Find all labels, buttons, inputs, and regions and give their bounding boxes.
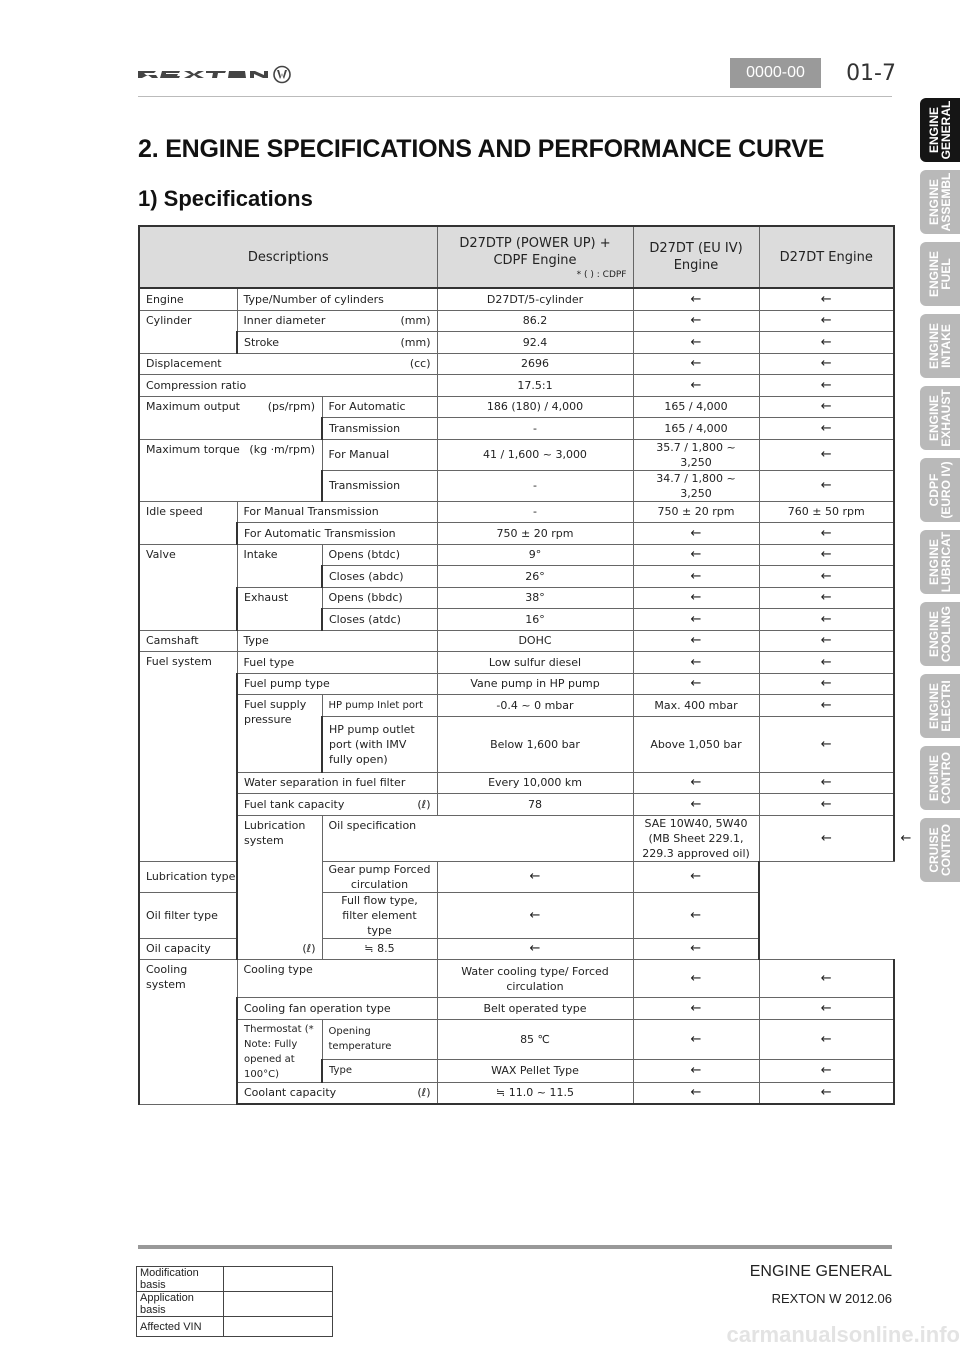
row-sublabel: Oil specification (322, 815, 633, 861)
header-d27dt: D27DT Engine (759, 226, 894, 288)
cell-arrow: ← (633, 1082, 759, 1104)
tab-engine-intake[interactable] (920, 314, 960, 378)
unit-text: (kg ·m/rpm) (249, 442, 315, 456)
cell-arrow: ← (759, 609, 894, 631)
unit-text: (ℓ) (417, 797, 431, 811)
spec-table (138, 225, 912, 1105)
table-row (139, 960, 894, 998)
cell-arrow: ← (633, 310, 759, 332)
cell-arrow: ← (759, 652, 894, 674)
cell-value: 760 ± 50 rpm (759, 501, 894, 523)
cell-value: - (437, 501, 633, 523)
cell-value: SAE 10W40, 5W40 (MB Sheet 229.1, 229.3 approved oil) (633, 815, 759, 861)
cell-arrow: ← (633, 794, 759, 816)
table-row (139, 630, 894, 652)
row-sublabel: Closes (abdc) (322, 566, 437, 588)
label-text: Stroke (244, 335, 280, 349)
label-text: Oil capacity (146, 942, 211, 956)
mod-value (224, 1317, 333, 1337)
cell-value: 750 ± 20 rpm (437, 523, 633, 545)
cell-arrow: ← (759, 815, 894, 861)
section-subtitle: 1) Specifications (138, 186, 313, 211)
table-row (139, 892, 894, 938)
table-row (139, 673, 894, 695)
tab-label: ENGINE GENERAL (927, 100, 953, 160)
tab-label: ENGINE LUBRICAT (927, 531, 953, 593)
cell-value: 78 (437, 794, 633, 816)
row-label: Fuel system (139, 652, 237, 862)
row-sublabel: For Automatic (322, 396, 437, 418)
cell-arrow: ← (759, 566, 894, 588)
row-sublabel: Opening temperature (322, 1019, 437, 1059)
cell-value: Low sulfur diesel (437, 652, 633, 674)
row-sublabel: HP pump Inlet port (322, 695, 437, 717)
row-sublabel: Type (237, 630, 437, 652)
cell-arrow: ← (759, 332, 894, 354)
header-d27dt-eu4: D27DT (EU IV) Engine (633, 226, 759, 288)
cell-arrow: ← (633, 938, 759, 960)
row-sublabel: For Automatic Transmission (237, 523, 437, 545)
label-text: Fuel tank capacity (244, 797, 345, 811)
cell-value: DOHC (437, 630, 633, 652)
row-sublabel: Type/Number of cylinders (237, 288, 437, 310)
cell-value: 2696 (437, 353, 633, 375)
unit-text: (mm) (400, 335, 431, 349)
mod-value (224, 1267, 333, 1292)
row-sublabel: Exhaust (237, 587, 322, 630)
cell-value: 34.7 / 1,800 ~ 3,250 (633, 470, 759, 501)
table-row (139, 587, 894, 609)
cell-arrow: ← (759, 470, 894, 501)
cell-value: ≒ 11.0 ~ 11.5 (437, 1082, 633, 1104)
unit-text: (ps/rpm) (267, 399, 315, 413)
cell-arrow: ← (759, 439, 894, 470)
row-sublabel: Opens (bbdc) (322, 587, 437, 609)
table-row (139, 1082, 894, 1104)
row-label: Lubrication system (237, 815, 322, 960)
cell-arrow: ← (633, 892, 759, 938)
cell-arrow: ← (633, 1059, 759, 1082)
cell-value: 92.4 (437, 332, 633, 354)
tab-label: ENGINE INTAKE (927, 322, 953, 370)
row-label: Engine (139, 288, 237, 310)
cell-arrow: ← (759, 353, 894, 375)
cell-arrow: ← (759, 310, 894, 332)
unit-text: (ℓ) (417, 1086, 431, 1100)
cell-arrow: ← (759, 794, 894, 816)
cell-arrow: ← (633, 652, 759, 674)
row-sublabel: Lubrication type (139, 861, 322, 892)
cell-value: Water cooling type/ Forced circulation (437, 960, 633, 998)
unit-text: (ℓ) (302, 942, 316, 956)
row-sublabel (237, 332, 437, 354)
row-sublabel: Thermostat (* Note: Fully opened at 100°C) (237, 1019, 322, 1082)
cell-value: Vane pump in HP pump (437, 673, 633, 695)
cell-value: -0.4 ~ 0 mbar (437, 695, 633, 717)
cell-value: Full flow type, filter element type (322, 892, 437, 938)
cell-arrow: ← (759, 695, 894, 717)
table-row (139, 998, 894, 1020)
label-text: Coolant capacity (244, 1086, 337, 1100)
row-sublabel (237, 794, 437, 816)
row-label (139, 439, 322, 501)
rexton-logo (138, 62, 293, 86)
row-label: Idle speed (139, 501, 237, 544)
cell-value: 35.7 / 1,800 ~ 3,250 (633, 439, 759, 470)
tab-cruise-control[interactable] (920, 818, 960, 882)
cell-arrow: ← (633, 587, 759, 609)
cell-value: - (437, 418, 633, 440)
cell-value: WAX Pellet Type (437, 1059, 633, 1082)
page-title: 2. ENGINE SPECIFICATIONS AND PERFORMANCE CURVE (138, 135, 825, 163)
row-sublabel (139, 938, 322, 960)
row-label: Camshaft (139, 630, 237, 652)
cell-arrow: ← (633, 375, 759, 397)
table-row (139, 861, 894, 892)
table-row (137, 1317, 333, 1337)
cell-value: ≒ 8.5 (322, 938, 437, 960)
cell-arrow: ← (633, 353, 759, 375)
cell-arrow: ← (633, 288, 759, 310)
table-row (139, 652, 894, 674)
cell-arrow: ← (759, 288, 894, 310)
tab-engine-exhaust[interactable] (920, 386, 960, 450)
row-sublabel (237, 1082, 437, 1104)
row-sublabel: Fuel type (237, 652, 437, 674)
cell-arrow: ← (759, 772, 894, 794)
cell-value: 86.2 (437, 310, 633, 332)
tab-label: ENGINE ASSEMBL (927, 172, 953, 232)
row-label (139, 396, 322, 439)
cell-arrow: ← (759, 630, 894, 652)
unit-text: (cc) (409, 357, 431, 371)
table-row (139, 695, 894, 717)
cell-arrow: ← (633, 1019, 759, 1059)
row-label: Valve (139, 544, 237, 630)
cell-arrow: ← (437, 892, 633, 938)
tab-label: ENGINE CONTRO (927, 752, 953, 804)
table-row (139, 332, 894, 354)
modification-table (136, 1266, 333, 1337)
cell-value: 26° (437, 566, 633, 588)
row-sublabel: HP pump outlet port (with IMV fully open) (322, 716, 437, 772)
cell-value: 41 / 1,600 ~ 3,000 (437, 439, 633, 470)
cell-arrow: ← (759, 375, 894, 397)
cell-value: 750 ± 20 rpm (633, 501, 759, 523)
cell-arrow: ← (633, 609, 759, 631)
row-sublabel: Opens (btdc) (322, 544, 437, 566)
cell-arrow: ← (759, 960, 894, 998)
cell-arrow: ← (759, 418, 894, 440)
cell-arrow: ← (633, 630, 759, 652)
table-row (139, 938, 894, 960)
table-row: Lubrication system Oil specification SAE 10W40, 5W40 (MB Sheet 229.1, 229.3 approved oil) ← ← (139, 815, 894, 861)
tab-label: ENGINE ELECTRI (927, 680, 953, 732)
cell-value: 17.5:1 (437, 375, 633, 397)
row-label: Compression ratio (139, 375, 437, 397)
cell-arrow: ← (437, 861, 633, 892)
tab-label: ENGINE COOLING (927, 606, 953, 662)
tab-engine-assembly[interactable] (920, 170, 960, 234)
cell-value: 38° (437, 587, 633, 609)
cell-value: 85 ℃ (437, 1019, 633, 1059)
table-row (139, 439, 894, 470)
table-row (139, 1019, 894, 1059)
cell-arrow: ← (633, 566, 759, 588)
cell-arrow: ← (633, 861, 759, 892)
header-d27dtp-label: D27DTP (POWER UP) + CDPF Engine (459, 235, 611, 268)
cell-arrow: ← (759, 1059, 894, 1082)
mod-label: Modification basis (137, 1267, 224, 1292)
row-sublabel: Cooling type (237, 960, 437, 998)
mod-value (224, 1292, 333, 1317)
tab-engine-cooling[interactable] (920, 602, 960, 666)
row-sublabel: Cooling fan operation type (237, 998, 437, 1020)
cell-arrow: ← (759, 1019, 894, 1059)
footer-model: REXTON W 2012.06 (771, 1291, 892, 1306)
table-row (139, 544, 894, 566)
cell-value: 165 / 4,000 (633, 418, 759, 440)
cell-arrow: ← (633, 544, 759, 566)
table-row (139, 375, 894, 397)
mod-label: Affected VIN (137, 1317, 224, 1337)
table-row (139, 288, 894, 310)
row-sublabel: Transmission (322, 418, 437, 440)
row-sublabel: For Manual Transmission (237, 501, 437, 523)
unit-text: (mm) (400, 314, 431, 328)
mod-label: Application basis (137, 1292, 224, 1317)
label-text: Maximum output (146, 399, 240, 413)
cell-value: 16° (437, 609, 633, 631)
cell-value: Gear pump Forced circulation (322, 861, 437, 892)
table-row (139, 353, 894, 375)
row-label: Cooling system (139, 960, 237, 1105)
row-sublabel: Closes (atdc) (322, 609, 437, 631)
label-text: Displacement (146, 357, 222, 371)
section-code-badge: 0000-00 (730, 58, 821, 88)
cell-value: Belt operated type (437, 998, 633, 1020)
tab-label: ENGINE FUEL (927, 250, 953, 298)
cell-value: Max. 400 mbar (633, 695, 759, 717)
cell-arrow: ← (437, 938, 633, 960)
cell-arrow: ← (759, 673, 894, 695)
cell-value: 165 / 4,000 (633, 396, 759, 418)
cell-value: 9° (437, 544, 633, 566)
table-row (137, 1292, 333, 1317)
row-sublabel: Transmission (322, 470, 437, 501)
tab-label: CDPF (EURO IV) (927, 461, 953, 519)
label-text: Maximum torque (146, 442, 240, 456)
tab-engine-lubrication[interactable] (920, 530, 960, 594)
header-descriptions: Descriptions (139, 226, 437, 288)
cell-arrow: ← (633, 998, 759, 1020)
cell-arrow: ← (759, 998, 894, 1020)
tab-label: ENGINE EXHAUST (927, 389, 953, 447)
cell-arrow: ← (759, 716, 894, 772)
table-row (139, 523, 894, 545)
row-sublabel: Type (322, 1059, 437, 1082)
row-sublabel: Fuel supply pressure (237, 695, 322, 773)
label-text: Inner diameter (243, 314, 326, 328)
table-row (139, 794, 894, 816)
cell-arrow: ← (633, 960, 759, 998)
row-sublabel: Water separation in fuel filter (237, 772, 437, 794)
cell-arrow: ← (759, 523, 894, 545)
cell-value: Below 1,600 bar (437, 716, 633, 772)
row-sublabel: For Manual (322, 439, 437, 470)
header-divider (138, 96, 892, 97)
cdpf-note: * ( ) : CDPF (576, 269, 627, 280)
tab-cdpf[interactable] (920, 458, 960, 522)
page-number: 01-7 (846, 60, 896, 86)
cell-arrow: ← (759, 587, 894, 609)
row-sublabel (237, 310, 437, 332)
table-header-row (139, 226, 894, 288)
cell-value: 186 (180) / 4,000 (437, 396, 633, 418)
tab-engine-electrical[interactable] (920, 674, 960, 738)
cell-value: Every 10,000 km (437, 772, 633, 794)
row-label (139, 353, 437, 375)
row-label: Cylinder (139, 310, 237, 353)
table-row (139, 501, 894, 523)
cell-arrow: ← (759, 396, 894, 418)
cell-arrow: ← (633, 772, 759, 794)
cell-arrow: ← (759, 1082, 894, 1104)
row-sublabel: Fuel pump type (237, 673, 437, 695)
table-row (139, 396, 894, 418)
tab-engine-general[interactable] (920, 98, 960, 162)
cell-arrow: ← (633, 673, 759, 695)
tab-engine-fuel[interactable] (920, 242, 960, 306)
tab-engine-control[interactable] (920, 746, 960, 810)
header-d27dtp (437, 226, 633, 288)
cell-value: - (437, 470, 633, 501)
cell-value: D27DT/5-cylinder (437, 288, 633, 310)
footer-divider (138, 1245, 892, 1249)
cell-arrow: ← (633, 523, 759, 545)
cell-value: Above 1,050 bar (633, 716, 759, 772)
table-row (139, 772, 894, 794)
cell-arrow: ← (759, 544, 894, 566)
cell-arrow: ← (633, 332, 759, 354)
table-row (139, 310, 894, 332)
row-sublabel: Oil filter type (139, 892, 322, 938)
footer-section-title: ENGINE GENERAL (749, 1263, 892, 1280)
row-sublabel: Intake (237, 544, 322, 587)
tab-label: CRUISE CONTRO (927, 824, 953, 876)
watermark: carmanualsonline.info (726, 1322, 960, 1347)
table-row (137, 1267, 333, 1292)
